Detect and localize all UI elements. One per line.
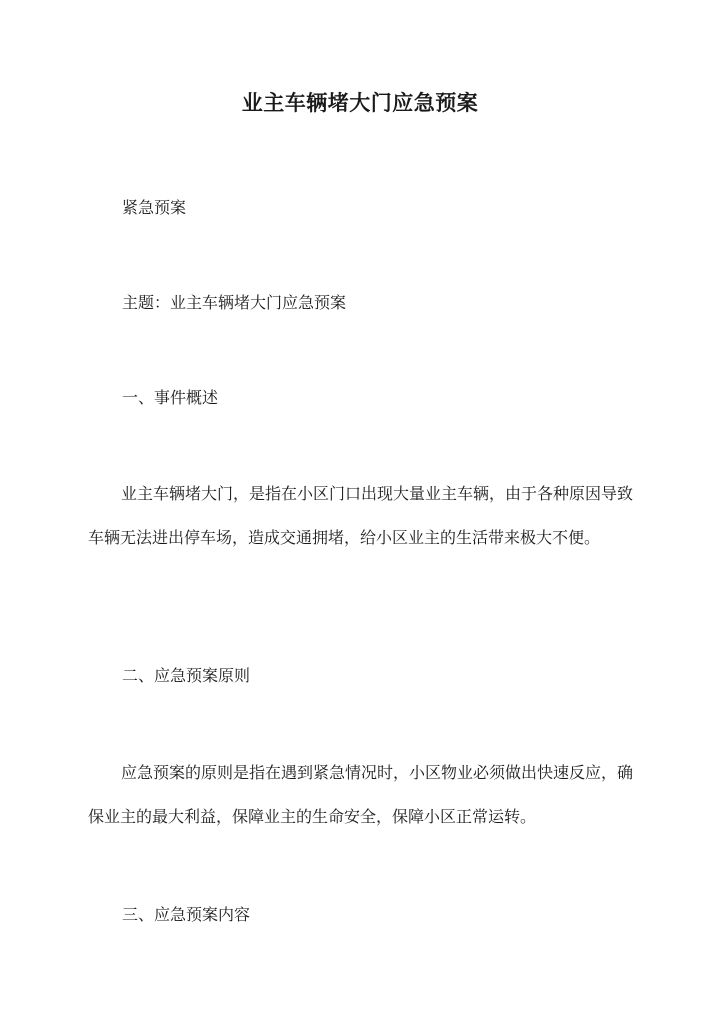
document-title: 业主车辆堵大门应急预案 (241, 90, 479, 115)
section-heading-overview: 一、事件概述 (122, 388, 219, 407)
section-heading-principles: 二、应急预案原则 (122, 666, 251, 685)
section-heading-content: 三、应急预案内容 (122, 905, 251, 924)
section-body-overview: 业主车辆堵大门，是指在小区门口出现大量业主车辆，由于各种原因导致车辆无法进出停车场，造成交通拥堵，给小区业主的生活带来极大不便。 (88, 484, 634, 547)
document-label: 紧急预案 (122, 198, 187, 217)
document-subject: 主题：业主车辆堵大门应急预案 (122, 293, 347, 312)
section-body-principles: 应急预案的原则是指在遇到紧急情况时，小区物业必须做出快速反应，确保业主的最大利益，保障业主的生命安全，保障小区正常运转。 (88, 763, 634, 826)
